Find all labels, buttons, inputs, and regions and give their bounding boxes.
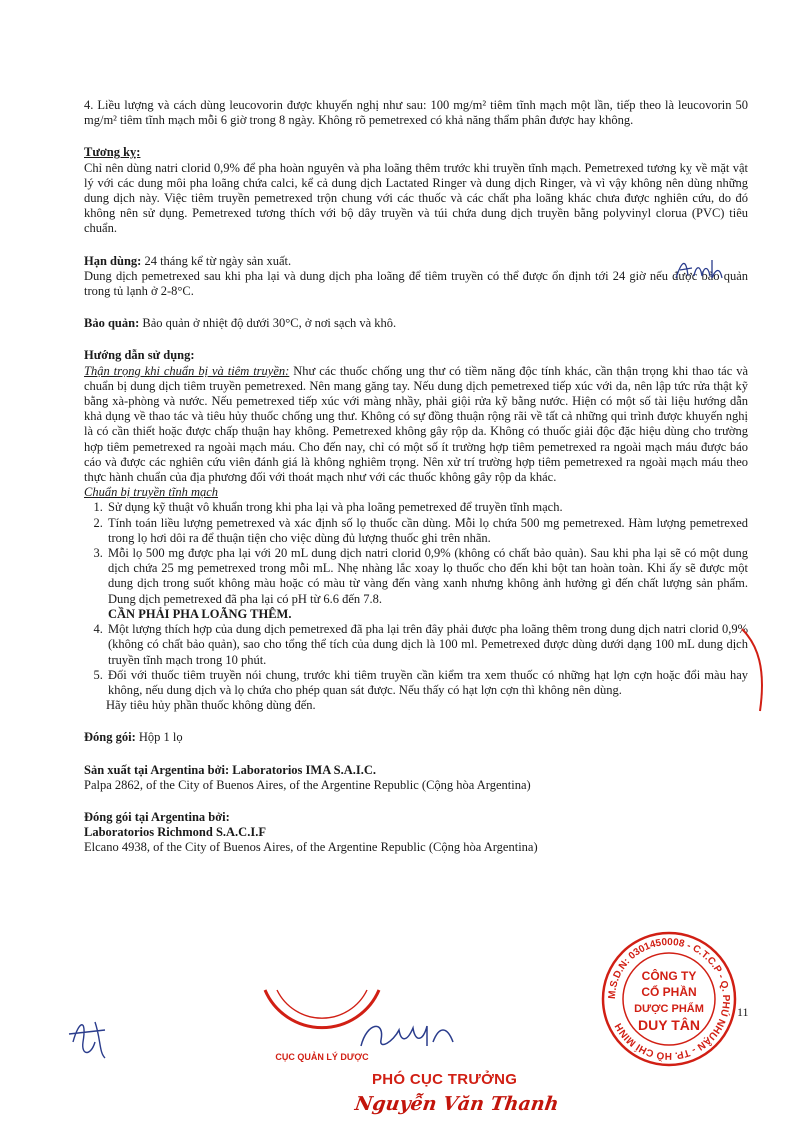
company-stamp-line1: CÔNG TY xyxy=(641,969,697,983)
usage-heading: Hướng dẫn sử dụng: xyxy=(84,348,195,363)
prep-heading: Chuẩn bị truyền tĩnh mạch xyxy=(84,485,219,500)
storage-value: Bảo quản ở nhiệt độ dưới 30°C, ở nơi sạch và khô. xyxy=(139,316,397,331)
storage-label: Bảo quản: xyxy=(84,316,140,331)
caution-label: Thận trọng khi chuẩn bị và tiêm truyền: xyxy=(84,363,290,378)
prep-step xyxy=(106,668,748,698)
left-signature-icon xyxy=(65,1012,125,1062)
red-margin-mark-icon xyxy=(740,625,770,715)
signatory-name: Nguyễn Văn Thanh xyxy=(353,1093,561,1115)
shelf-life-value: 24 tháng kể từ ngày sản xuất. xyxy=(141,253,292,268)
company-stamp-line4: DUY TÂN xyxy=(638,1017,700,1033)
signatory-title: PHÓ CỤC TRƯỞNG xyxy=(372,1071,518,1088)
prep-step xyxy=(106,500,748,515)
shelf-life-line xyxy=(84,254,748,269)
incompatibility-text: Chỉ nên dùng natri clorid 0,9% để pha hoàn nguyên và pha loãng thêm trước khi truyền tĩnh mạch. Pemetrexed tương kỵ về mặt vật lý với các dung môi pha loãng chứa calci, kể cả dung dịch Lactated Ringer và dung dịch Ringer, và vì vậy không nên dùng những dung dịch này. Việc tiêm truyền pemetrexed trộn chung với các thuốc và các chất pha loãng khác chưa được nghiên cứu, do đó không nên sử dụng. Pemetrexed tương thích với bộ dây truyền và túi chứa dung dịch truyền bằng polyvinyl clorua (PVC) tiêu chuẩn. xyxy=(84,160,748,236)
prep-steps xyxy=(84,500,748,698)
prep-step xyxy=(106,546,748,622)
packing-label: Đóng gói: xyxy=(84,730,136,745)
prep-step xyxy=(106,622,748,668)
caution-text: Như các thuốc chống ung thư có tiềm năng độc tính khác, cần thận trọng khi thao tác và chuẩn bị dung dịch tiêm truyền pemetrexed. Nên mang găng tay. Nếu dung dịch pemetrexed tiếp xúc với da, nên lập tức rửa thật kỹ bằng xà-phòng và nước. Nếu pemetrexed tiếp xúc với màng nhầy, phải giội rửa kỹ bằng nước. Hiện có một số tài liệu hướng dẫn khả dụng về thao tác và tiêu hủy thuốc chống ung thư. Không có sự đồng thuận rộng rãi về tất cả những qui trình được khuyến nghị là có cần thiết hoặc được chấp thuận hay không. Pemetrexed không gây rộp da. Không có thuốc giải độc đặc hiệu dùng cho trường hợp tiêm pemetrexed ra ngoài mạch máu. Cho đến nay, chỉ có một số ít trường hợp tiêm pemetrexed ra ngoài mạch máu được báo cáo và được các nghiên cứu viên đánh giá là không nghiêm trọng. Nên xử trí trường hợp tiêm pemetrexed ra ngoài mạch máu theo thực hành chuẩn của địa phương đối với thoát mạch như với các thuốc không gây rộp da khác. xyxy=(84,363,749,485)
shelf-life-label: Hạn dùng: xyxy=(84,253,142,268)
manufacturer-line xyxy=(84,763,748,778)
packer-name: Laboratorios Richmond S.A.C.I.F xyxy=(84,825,266,840)
prep-step-text: Mỗi lọ 500 mg được pha lại với 20 mL dung dịch natri clorid 0,9% (không có chất bảo quản). Sau khi pha lại sẽ có một dung dịch chứa 25 mg pemetrexed trong mỗi mL. Nhẹ nhàng lắc xoay lọ thuốc cho đến khi bột tan hoàn toàn. Khi ấy sẽ được một dung dịch trong suốt không màu hoặc có màu từ vàng đến vàng xanh nhưng không ảnh hưởng gì đến chất lượng sản phẩm. Dung dịch pemetrexed đã pha lại có pH từ 6.6 đến 7.8. xyxy=(108,546,748,606)
prep-step xyxy=(106,516,748,546)
manufacturer-address: Palpa 2862, of the City of Buenos Aires, of the Argentine Republic (Cộng hòa Argentina) xyxy=(84,777,531,792)
discard-note: Hãy tiêu hủy phần thuốc không dùng đến. xyxy=(106,698,316,713)
company-stamp-ring: M.S.D.N: 0301450008 - C.T.C.P - Q. PHÚ NHUẬN - TP. HỒ CHÍ MINH xyxy=(606,936,732,1062)
prep-step-text: Một lượng thích hợp của dung dịch pemetrexed đã pha lại trên đây phải được pha loãng thêm trong dung dịch natri clorid 0,9% (không có chất bảo quản), sao cho tổng thể tích của dung dịch là 100 ml. Pemetrexed được dùng dưới dạng 100 mL dung dịch truyền tĩnh mạch trong 10 phút. xyxy=(108,622,748,667)
prep-step-text: Tính toán liều lượng pemetrexed và xác định số lọ thuốc cần dùng. Mỗi lọ chứa 500 mg pemetrexed. Hàm lượng pemetrexed trong lọ hơi dôi ra để thuận tiện cho việc dùng đủ lượng thuốc ghi trên nhãn. xyxy=(108,515,748,545)
manufacturer-label: Sản xuất tại Argentina bởi: xyxy=(84,762,230,777)
caution-paragraph xyxy=(84,364,748,486)
prep-step-text: Sử dụng kỹ thuật vô khuẩn trong khi pha lại và pha loãng pemetrexed để truyền tĩnh mạch. xyxy=(108,500,563,515)
shelf-life-text: Dung dịch pemetrexed sau khi pha lại và dung dịch pha loãng để tiêm truyền có thể được ổn định tới 24 giờ nếu được bảo quản trong tủ lạnh ở 2-8°C. xyxy=(84,268,748,299)
packing-line xyxy=(84,730,748,745)
dosage-note: 4. Liều lượng và cách dùng leucovorin được khuyến nghị như sau: 100 mg/m² tiêm tĩnh mạch một lần, tiếp theo là leucovorin 50 mg/m² tiêm tĩnh mạch mỗi 6 giờ trong 8 ngày. Không rõ pemetrexed có khả năng thẩm phân được hay không. xyxy=(84,98,748,128)
initials-signature-icon xyxy=(672,254,752,284)
middle-signature-icon xyxy=(355,1012,465,1062)
company-stamp-line3: DƯỢC PHẨM xyxy=(634,1003,704,1015)
packer-address: Elcano 4938, of the City of Buenos Aires, of the Argentine Republic (Cộng hòa Argentina) xyxy=(84,840,538,855)
company-stamp-icon xyxy=(600,930,738,1068)
manufacturer-name: Laboratorios IMA S.A.I.C. xyxy=(229,762,377,777)
packer-label: Đóng gói tại Argentina bởi: xyxy=(84,809,230,824)
document-body xyxy=(84,98,748,856)
packing-value: Hộp 1 lọ xyxy=(135,730,183,745)
dilute-emphasis: CẦN PHẢI PHA LOÃNG THÊM. xyxy=(108,606,292,621)
incompatibility-heading: Tương kỵ: xyxy=(84,145,141,160)
agency-stamp-text: CỤC QUẢN LÝ DƯỢC xyxy=(275,1052,369,1062)
storage-line xyxy=(84,316,748,331)
prep-step-text: Đối với thuốc tiêm truyền nói chung, trước khi tiêm truyền cần kiểm tra xem thuốc có những hạt lợn cợn hoặc đổi màu hay không, nếu dung dịch và lọ chứa cho phép quan sát được. Nếu thấy có hạt lợn cợn thì không nên dùng. xyxy=(108,667,748,697)
company-stamp-line2: CỔ PHẦN xyxy=(641,985,697,999)
page-number: 11 xyxy=(737,1005,749,1019)
